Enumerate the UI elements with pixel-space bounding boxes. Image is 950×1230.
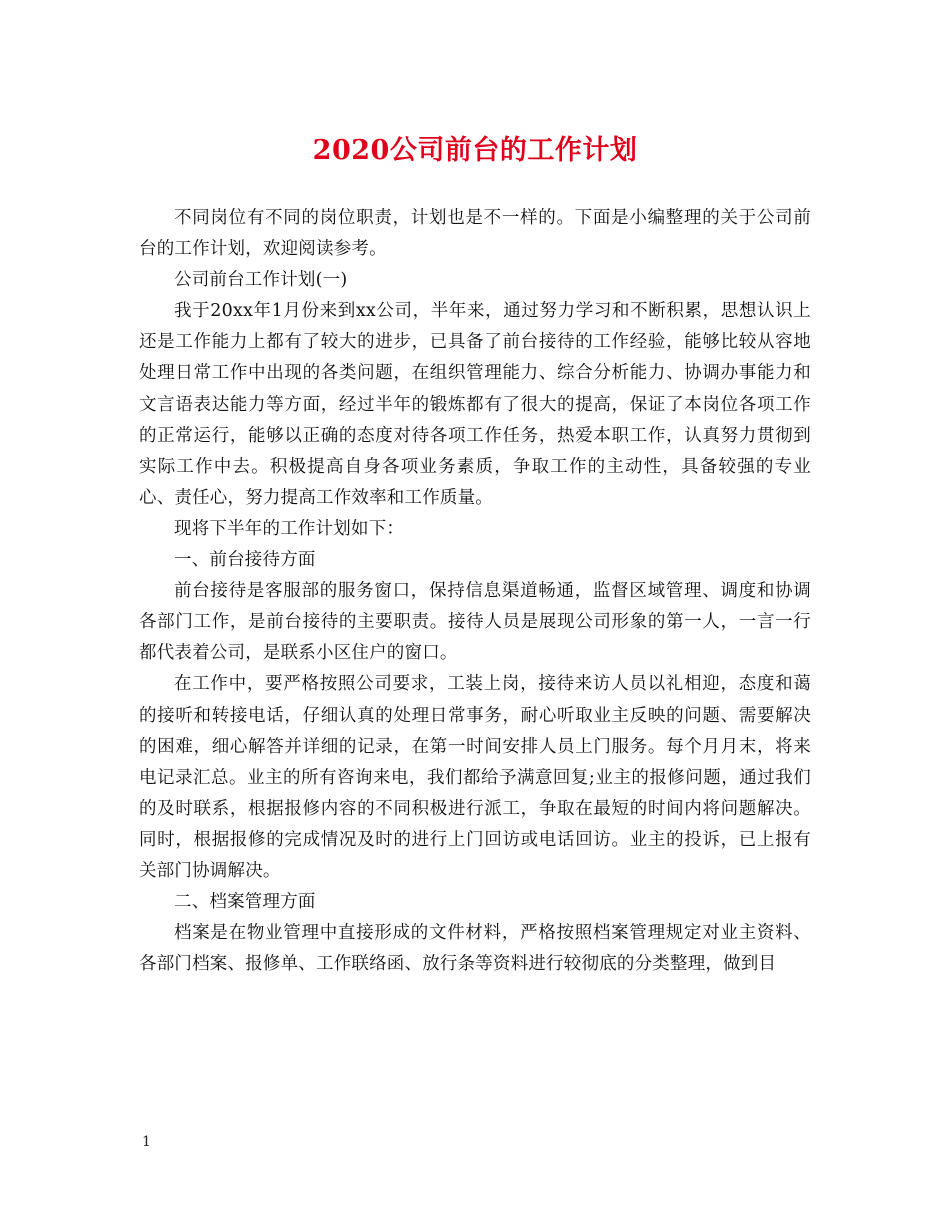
document-body [139, 203, 811, 980]
paragraph-plan-intro: 现将下半年的工作计划如下： [174, 518, 405, 539]
paragraph-heading-reception: 一、前台接待方面 [174, 550, 316, 571]
paragraph-archives: 档案是在物业管理中直接形成的文件材料，严格按照档案管理规定对业主资料、各部门档案、报修单、工作联络函、放行条等资料进行较彻底的分类整理，做到目 [139, 923, 811, 975]
paragraph-reception-duties: 前台接待是客服部的服务窗口，保持信息渠道畅通，监督区域管理、调度和协调各部门工作，是前台接待的主要职责。接待人员是展现公司形象的第一人，一言一行都代表着公司，是联系小区住户的窗口。 [139, 581, 811, 664]
document-title: 2020公司前台的工作计划 [312, 135, 638, 166]
paragraph-heading-archives: 二、档案管理方面 [174, 892, 316, 913]
paragraph-intro: 不同岗位有不同的岗位职责，计划也是不一样的。下面是小编整理的关于公司前台的工作计划，欢迎阅读参考。 [139, 208, 811, 260]
paragraph-self-summary: 我于20xx年1月份来到xx公司，半年来，通过努力学习和不断积累，思想认识上还是工作能力上都有了较大的进步，已具备了前台接待的工作经验，能够比较从容地处理日常工作中出现的各类问题，在组织管理能力、综合分析能力、协调办事能力和文言语表达能力等方面，经过半年的锻炼都有了很大的提高，保证了本岗位各项工作的正常运行，能够以正确的态度对待各项工作任务，热爱本职工作，认真努力贯彻到实际工作中去。积极提高自身各项业务素质，争取工作的主动性，具备较强的专业心、责任心，努力提高工作效率和工作质量。 [139, 301, 811, 508]
paragraph-reception-work: 在工作中，要严格按照公司要求，工装上岗，接待来访人员以礼相迎，态度和蔼的接听和转接电话，仔细认真的处理日常事务，耐心听取业主反映的问题、需要解决的困难，细心解答并详细的记录，在第一时间安排人员上门服务。每个月月末，将来电记录汇总。业主的所有咨询来电，我们都给予满意回复;业主的报修问题，通过我们的及时联系，根据报修内容的不同积极进行派工，争取在最短的时间内将问题解决。同时，根据报修的完成情况及时的进行上门回访或电话回访。业主的投诉，已上报有关部门协调解决。 [139, 674, 811, 881]
page-number: 1 [142, 1134, 151, 1150]
paragraph-section-heading-plan-one: 公司前台工作计划(一) [174, 270, 348, 291]
